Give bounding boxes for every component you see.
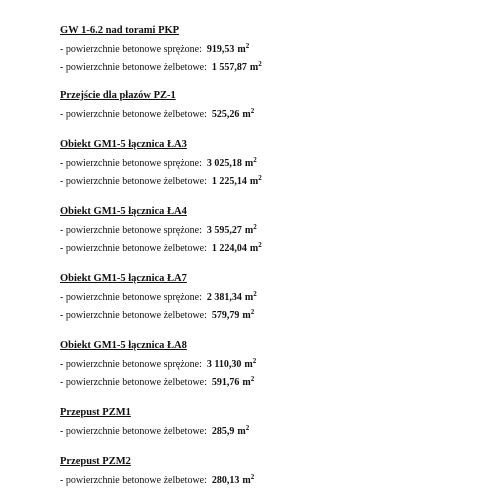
cropped-top-line: [60, 0, 207, 2]
section-pz-1: [60, 89, 490, 121]
section-title: Obiekt GM1-5 łącznica ŁA7: [60, 273, 187, 284]
row-unit: $m^2$: [244, 156, 257, 169]
list-item: [60, 376, 490, 389]
row-value: 591,76: [211, 377, 240, 388]
row-unit: $m^2$: [249, 174, 262, 187]
list-item: [60, 61, 490, 74]
row-value: 3 595,27: [206, 225, 242, 236]
section-la8: [60, 339, 490, 389]
row-unit: $m^2$: [237, 424, 250, 437]
row-unit: $m^2$: [249, 60, 262, 73]
row-value: 3 110,30: [206, 359, 242, 370]
section-gw-1-6-2: [60, 24, 490, 74]
row-value: 1 225,14: [211, 176, 247, 187]
row-value: 3 025,18: [206, 158, 242, 169]
section-pzm2: [60, 455, 490, 487]
list-item: [60, 224, 490, 237]
list-item: [60, 291, 490, 304]
row-unit: $m^2$: [242, 308, 255, 321]
row-label: - powierzchnie betonowe żelbetowe:: [60, 62, 207, 73]
row-label: - powierzchnie betonowe żelbetowe:: [60, 426, 207, 437]
section-la7: [60, 272, 490, 322]
row-unit: $m^2$: [242, 375, 255, 388]
row-value: 1 557,87: [211, 62, 247, 73]
section-title: Obiekt GM1-5 łącznica ŁA3: [60, 139, 187, 150]
row-unit: $m^2$: [242, 107, 255, 120]
row-label: - powierzchnie betonowe sprężone:: [60, 359, 202, 370]
section-la3: [60, 138, 490, 188]
row-label: - powierzchnie betonowe żelbetowe:: [60, 109, 207, 120]
list-item: [60, 108, 490, 121]
row-label: - powierzchnie betonowe żelbetowe:: [60, 176, 207, 187]
row-unit: $m^2$: [244, 223, 257, 236]
section-title: Przepust PZM2: [60, 456, 131, 467]
row-unit: $m^2$: [244, 290, 257, 303]
row-value: 579,79: [211, 310, 240, 321]
section-title: Przepust PZM1: [60, 407, 131, 418]
section-title: GW 1-6.2 nad torami PKP: [60, 25, 180, 36]
row-label: - powierzchnie betonowe żelbetowe:: [60, 377, 207, 388]
row-label: - powierzchnie betonowe żelbetowe:: [60, 475, 207, 486]
row-value: 280,13: [211, 475, 240, 486]
row-label: - powierzchnie betonowe sprężone:: [60, 158, 202, 169]
section-title: Przejście dla płazów PZ-1: [60, 90, 176, 101]
list-item: [60, 175, 490, 188]
section-title: Obiekt GM1-5 łącznica ŁA8: [60, 340, 187, 351]
row-label: - powierzchnie betonowe sprężone:: [60, 225, 202, 236]
list-item: [60, 242, 490, 255]
section-title: Obiekt GM1-5 łącznica ŁA4: [60, 206, 187, 217]
section-la4: [60, 205, 490, 255]
list-item: [60, 474, 490, 487]
list-item: [60, 43, 490, 56]
section-pzm1: [60, 406, 490, 438]
row-unit: $m^2$: [242, 473, 255, 486]
list-item: [60, 157, 490, 170]
row-value: 2 381,34: [206, 292, 242, 303]
list-item: [60, 425, 490, 438]
row-value: 1 224,04: [211, 243, 247, 254]
row-value: 285,9: [211, 426, 235, 437]
list-item: [60, 358, 490, 371]
row-value: 525,26: [211, 109, 240, 120]
row-label: - powierzchnie betonowe żelbetowe:: [60, 310, 207, 321]
row-unit: $m^2$: [244, 357, 257, 370]
row-label: - powierzchnie betonowe żelbetowe:: [60, 243, 207, 254]
row-label: - powierzchnie betonowe sprężone:: [60, 292, 202, 303]
row-label: - powierzchnie betonowe sprężone:: [60, 44, 202, 55]
list-item: [60, 309, 490, 322]
row-value: 919,53: [206, 44, 235, 55]
row-unit: $m^2$: [237, 42, 250, 55]
row-unit: $m^2$: [249, 241, 262, 254]
